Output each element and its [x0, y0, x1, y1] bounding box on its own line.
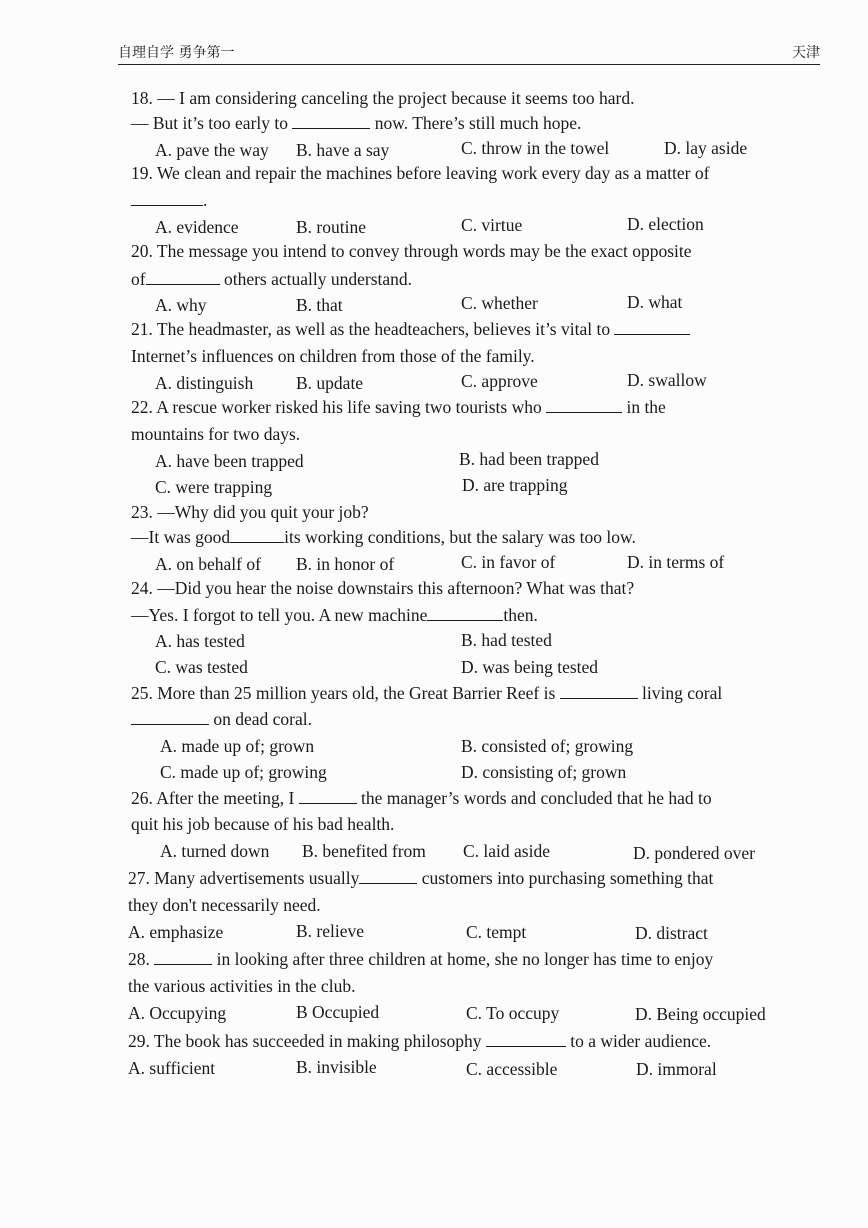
q26-option-c: C. laid aside [463, 841, 550, 861]
answer-blank [154, 947, 212, 965]
q24-option-d: D. was being tested [461, 657, 599, 677]
answer-blank [146, 267, 220, 285]
q23-option-d: D. in terms of [627, 552, 725, 572]
q20-option-a: A. why [155, 295, 207, 315]
q27-option-b: B. relieve [296, 921, 365, 941]
answer-blank [292, 111, 370, 129]
answer-blank [131, 707, 209, 725]
q28-stem-line1: 28. in looking after three children at home, she no longer has time to enjoy [128, 949, 714, 969]
answer-blank [546, 395, 622, 413]
header-divider [118, 64, 820, 65]
q21-option-c: C. approve [461, 371, 538, 391]
q28-option-c: C. To occupy [466, 1003, 560, 1023]
q29-option-d: D. immoral [636, 1059, 717, 1079]
q26-stem-line2: quit his job because of his bad health. [131, 814, 395, 834]
header-region: 天津 [792, 45, 820, 61]
q18-option-c: C. throw in the towel [461, 138, 610, 158]
answer-blank [299, 786, 357, 804]
q25-stem-line1: 25. More than 25 million years old, the Great Barrier Reef is living coral [131, 683, 723, 703]
q20-option-c: C. whether [461, 293, 538, 313]
q28-stem-line2: the various activities in the club. [128, 976, 356, 996]
q29-stem-line1: 29. The book has succeeded in making philosophy to a wider audience. [128, 1031, 712, 1051]
q25-option-a: A. made up of; grown [160, 736, 315, 756]
q24-option-a: A. has tested [155, 631, 245, 651]
q20-option-d: D. what [627, 292, 683, 312]
page-header [118, 40, 820, 62]
q27-option-d: D. distract [635, 923, 708, 943]
q21-option-d: D. swallow [627, 370, 707, 390]
answer-blank [359, 866, 417, 884]
q23-option-b: B. in honor of [296, 554, 395, 574]
q27-option-a: A. emphasize [128, 922, 224, 942]
q27-stem-line2: they don't necessarily need. [128, 895, 321, 915]
q25-option-b: B. consisted of; growing [461, 736, 634, 756]
q18-option-d: D. lay aside [664, 138, 748, 158]
q25-stem-line2: on dead coral. [131, 707, 312, 731]
q20-stem-line2: of others actually understand. [131, 269, 413, 289]
q19-option-c: C. virtue [461, 215, 523, 235]
q25-option-d: D. consisting of; grown [461, 762, 627, 782]
q19-stem-line2: . [131, 188, 207, 212]
answer-blank [560, 681, 638, 699]
q29-option-a: A. sufficient [128, 1058, 216, 1078]
q28-option-d: D. Being occupied [635, 1004, 766, 1024]
q26-option-a: A. turned down [160, 841, 270, 861]
q26-stem-line1: 26. After the meeting, I the manager’s words and concluded that he had to [131, 788, 712, 808]
q23-option-c: C. in favor of [461, 552, 556, 572]
answer-blank [131, 188, 203, 206]
q23-option-a: A. on behalf of [155, 554, 261, 574]
q27-option-c: C. tempt [466, 922, 527, 942]
q19-option-a: A. evidence [155, 217, 239, 237]
q19-option-d: D. election [627, 214, 704, 234]
q20-stem-line1: 20. The message you intend to convey through words may be the exact opposite [131, 241, 692, 261]
header-slogan: 自理自学 勇争第一 [118, 45, 235, 61]
q18-option-a: A. pave the way [155, 140, 269, 160]
q23-stem-line2: —It was good its working conditions, but the salary was too low. [131, 527, 636, 547]
q24-stem-line1: 24. —Did you hear the noise downstairs this afternoon? What was that? [131, 578, 635, 598]
q18-option-b: B. have a say [296, 140, 390, 160]
answer-blank [230, 525, 284, 543]
q29-option-c: C. accessible [466, 1059, 558, 1079]
q21-option-b: B. update [296, 373, 364, 393]
q22-option-c: C. were trapping [155, 477, 273, 497]
q18-stem-line2: — But it’s too early to now. There’s still much hope. [131, 113, 582, 133]
q21-option-a: A. distinguish [155, 373, 254, 393]
q24-stem-line2: —Yes. I forgot to tell you. A new machine then. [131, 605, 538, 625]
answer-blank [486, 1029, 566, 1047]
answer-blank [614, 317, 690, 335]
q27-stem-line1: 27. Many advertisements usually customers into purchasing something that [128, 868, 714, 888]
answer-blank [427, 603, 503, 621]
q19-option-b: B. routine [296, 217, 366, 237]
q22-option-b: B. had been trapped [459, 449, 599, 469]
q28-option-b: B Occupied [296, 1002, 380, 1022]
q22-option-d: D. are trapping [462, 475, 568, 495]
q26-option-d: D. pondered over [633, 843, 755, 863]
q19-stem-line1: 19. We clean and repair the machines before leaving work every day as a matter of [131, 163, 710, 183]
q18-stem-line1: 18. — I am considering canceling the project because it seems too hard. [131, 88, 635, 108]
q21-stem-line2: Internet’s influences on children from those of the family. [131, 346, 535, 366]
q25-option-c: C. made up of; growing [160, 762, 327, 782]
q29-option-b: B. invisible [296, 1057, 377, 1077]
q22-stem-line2: mountains for two days. [131, 424, 301, 444]
q24-option-c: C. was tested [155, 657, 248, 677]
q22-option-a: A. have been trapped [155, 451, 304, 471]
q24-option-b: B. had tested [461, 630, 552, 650]
q22-stem-line1: 22. A rescue worker risked his life saving two tourists who in the [131, 397, 666, 417]
q20-option-b: B. that [296, 295, 343, 315]
q28-option-a: A. Occupying [128, 1003, 227, 1023]
q26-option-b: B. benefited from [302, 841, 426, 861]
q21-stem-line1: 21. The headmaster, as well as the headteachers, believes it’s vital to [131, 317, 690, 341]
q23-stem-line1: 23. —Why did you quit your job? [131, 502, 369, 522]
